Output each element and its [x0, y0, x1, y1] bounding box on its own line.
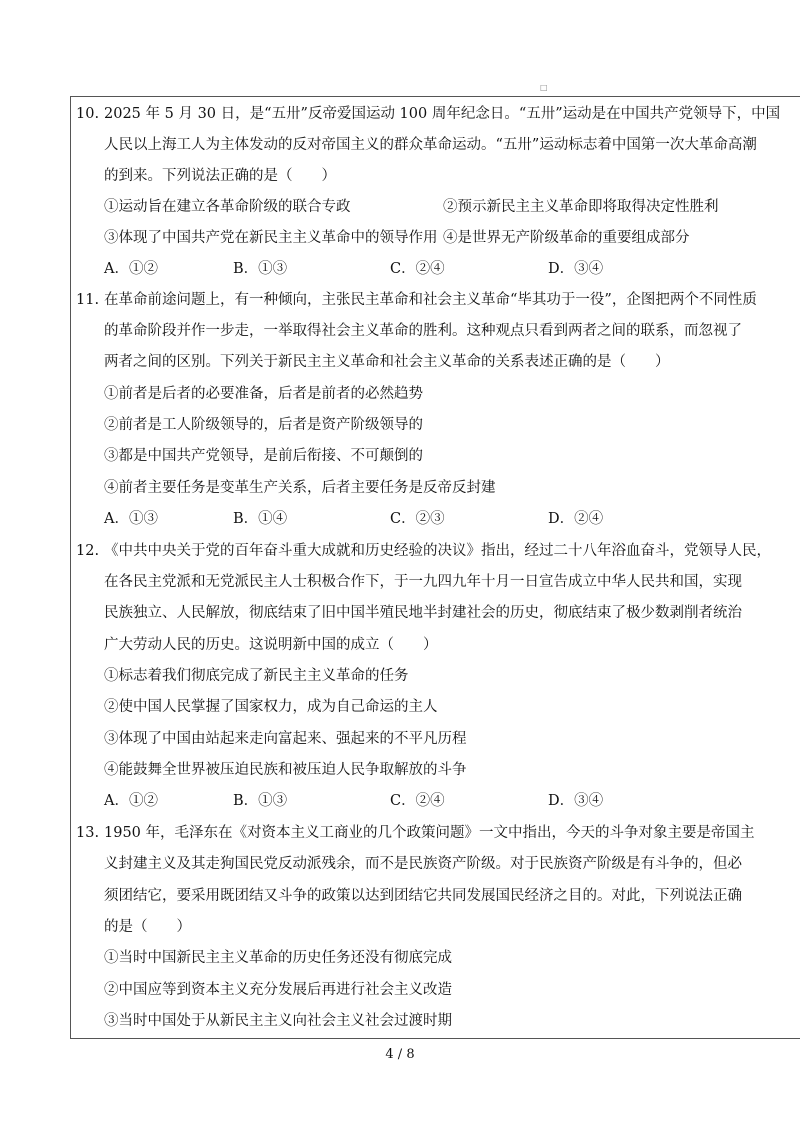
question-text-line: 须团结它，要采用既团结又斗争的政策以达到团结它共同发展国民经济之目的。对此，下列说法正确 [104, 888, 742, 904]
choice-c[interactable]: C．②④ [390, 793, 445, 809]
question-text-line: 的革命阶段并作一步走，一举取得社会主义革命的胜利。这种观点只看到两者之间的联系，而忽视了 [104, 323, 742, 339]
question-number: 11. [76, 292, 100, 308]
question-text-line: 《中共中央关于党的百年奋斗重大成就和历史经验的决议》指出，经过二十八年浴血奋斗，党领导人民， [104, 543, 771, 559]
question-text-line: 广大劳动人民的历史。这说明新中国的成立（ ） [104, 637, 438, 653]
statement: ①运动旨在建立各革命阶级的联合专政 [104, 199, 351, 215]
question-number: 10. [76, 106, 100, 122]
statement: ②使中国人民掌握了国家权力，成为自己命运的主人 [104, 699, 438, 715]
statement: ③体现了中国共产党在新民主主义革命中的领导作用 [104, 230, 438, 246]
top-mark: □ [540, 83, 548, 92]
choice-a[interactable]: A．①② [104, 793, 158, 809]
question-text-line: 两者之间的区别。下列关于新民主主义革命和社会主义革命的关系表述正确的是（ ） [104, 354, 670, 370]
question-text-line: 在革命前途问题上，有一种倾向，主张民主革命和社会主义革命“毕其功于一役”，企图把两个不同性质 [104, 292, 757, 308]
statement: ①前者是后者的必要准备，后者是前者的必然趋势 [104, 386, 423, 402]
choice-c[interactable]: C．②④ [390, 261, 445, 277]
question-text-line: 1950 年，毛泽东在《对资本主义工商业的几个政策问题》一文中指出，今天的斗争对象主要是帝国主 [104, 825, 755, 841]
statement: ②预示新民主主义革命即将取得决定性胜利 [443, 199, 719, 215]
question-text-line: 在各民主党派和无党派民主人士积极合作下，于一九四九年十月一日宣告成立中华人民共和国，实现 [104, 574, 742, 590]
choice-b[interactable]: B．①③ [233, 793, 288, 809]
question-text-line: 的到来。下列说法正确的是（ ） [104, 168, 336, 184]
page-number: 4 / 8 [385, 1047, 415, 1062]
choice-c[interactable]: C．②③ [390, 511, 445, 527]
statement: ③体现了中国由站起来走向富起来、强起来的不平凡历程 [104, 731, 467, 747]
statement: ④前者主要任务是变革生产关系，后者主要任务是反帝反封建 [104, 480, 496, 496]
question-text-line: 民族独立、人民解放，彻底结束了旧中国半殖民地半封建社会的历史，彻底结束了极少数剥削者统治 [104, 605, 742, 621]
statement: ①当时中国新民主主义革命的历史任务还没有彻底完成 [104, 950, 452, 966]
statement: ②前者是工人阶级领导的，后者是资产阶级领导的 [104, 417, 423, 433]
question-text-line: 义封建主义及其走狗国民党反动派残余，而不是民族资产阶级。对于民族资产阶级是有斗争的，但必 [104, 856, 742, 872]
statement: ③都是中国共产党领导，是前后衔接、不可颠倒的 [104, 448, 423, 464]
choice-d[interactable]: D．③④ [548, 261, 604, 277]
statement: ④能鼓舞全世界被压迫民族和被压迫人民争取解放的斗争 [104, 762, 467, 778]
choice-b[interactable]: B．①③ [233, 261, 288, 277]
choice-d[interactable]: D．③④ [548, 793, 604, 809]
question-text-line: 的是（ ） [104, 919, 191, 935]
choice-d[interactable]: D．②④ [548, 511, 604, 527]
choice-b[interactable]: B．①④ [233, 511, 288, 527]
question-number: 13. [76, 825, 100, 841]
choice-a[interactable]: A．①③ [104, 511, 158, 527]
choice-a[interactable]: A．①② [104, 261, 158, 277]
statement: ④是世界无产阶级革命的重要组成部分 [443, 230, 690, 246]
question-text-line: 人民以上海工人为主体发动的反对帝国主义的群众革命运动。“五卅”运动标志着中国第一次大革命高潮 [104, 137, 757, 153]
statement: ①标志着我们彻底完成了新民主主义革命的任务 [104, 668, 409, 684]
statement: ③当时中国处于从新民主主义向社会主义社会过渡时期 [104, 1013, 452, 1029]
question-text-line: 2025 年 5 月 30 日，是“五卅”反帝爱国运动 100 周年纪念日。“五卅”运动是在中国共产党领导下，中国 [104, 106, 781, 122]
question-number: 12. [76, 543, 100, 559]
statement: ②中国应等到资本主义充分发展后再进行社会主义改造 [104, 982, 452, 998]
